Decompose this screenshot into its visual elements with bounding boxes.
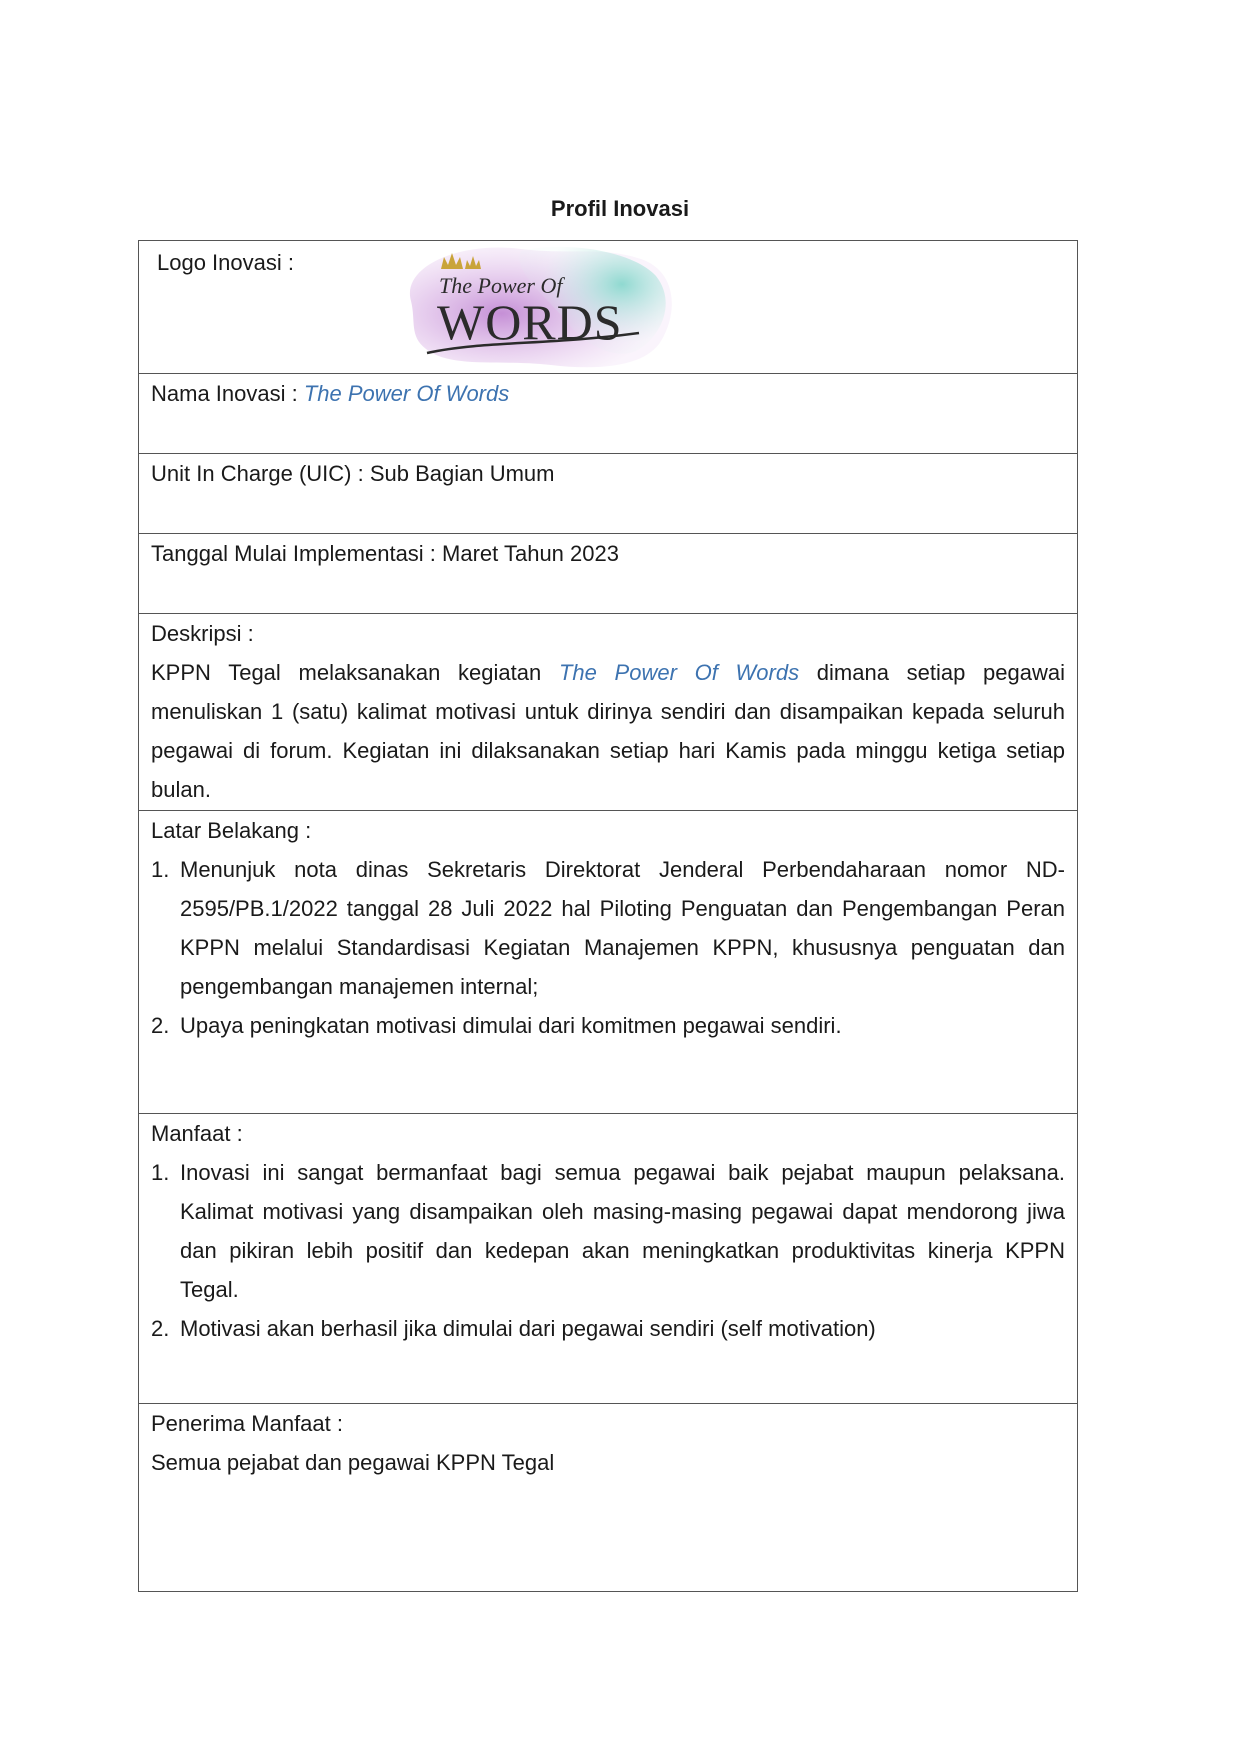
nama-text [151, 374, 1065, 413]
latar-list [151, 850, 1065, 1045]
manfaat-item-text: Motivasi akan berhasil jika dimulai dari pegawai sendiri (self motivation) [180, 1316, 876, 1341]
list-item: 1. Inovasi ini sangat bermanfaat bagi semua pegawai baik pejabat maupun pelaksana. Kalimat motivasi yang disampaikan oleh masing-masing pegawai dapat mendorong jiwa dan pikiran lebih positif dan kedepan akan meningkatkan produktivitas kinerja KPPN Tegal. [151, 1160, 1065, 1302]
penerima-text: Semua pejabat dan pegawai KPPN Tegal [151, 1450, 555, 1475]
logo-text-line1: The Power Of [439, 273, 563, 298]
manfaat-item-text: Inovasi ini sangat bermanfaat bagi semua pegawai baik pejabat maupun pelaksana. Kalimat motivasi yang disampaikan oleh masing-masing pegawai dapat mendorong jiwa dan pikiran lebih positif dan kedepan akan meningkatkan produktivitas kinerja KPPN Tegal. [180, 1160, 1065, 1302]
tanggal-row [139, 534, 1077, 614]
latar-label: Latar Belakang : [151, 818, 312, 843]
uic-text: Unit In Charge (UIC) : Sub Bagian Umum [151, 461, 555, 486]
tanggal-text: Tanggal Mulai Implementasi : Maret Tahun 2023 [151, 541, 619, 566]
deskripsi-label: Deskripsi : [151, 621, 254, 646]
list-item: 2. Upaya peningkatan motivasi dimulai dari komitmen pegawai sendiri. [151, 1013, 842, 1038]
penerima-row [139, 1404, 1077, 1591]
manfaat-row [139, 1114, 1077, 1404]
innovation-logo [401, 241, 681, 371]
latar-row [139, 811, 1077, 1114]
uic-row [139, 454, 1077, 534]
logo-label: Logo Inovasi : [157, 250, 294, 275]
list-item: 1. Menunjuk nota dinas Sekretaris Direktorat Jenderal Perbendaharaan nomor ND-2595/PB.1/2022 tanggal 28 Juli 2022 hal Piloting Penguatan dan Pengembangan Peran KPPN melalui Standardisasi Kegiatan Manajemen KPPN, khususnya penguatan dan pengembangan manajemen internal; [151, 857, 1065, 999]
deskripsi-pre: KPPN Tegal melaksanakan kegiatan [151, 660, 559, 685]
logo-text-line2: WORDS [437, 294, 623, 350]
manfaat-list [151, 1153, 1065, 1348]
deskripsi-text [151, 653, 1065, 809]
penerima-label: Penerima Manfaat : [151, 1411, 343, 1436]
logo-row [139, 241, 1077, 374]
list-item: 2. Motivasi akan berhasil jika dimulai dari pegawai sendiri (self motivation) [151, 1316, 876, 1341]
manfaat-label: Manfaat : [151, 1121, 243, 1146]
profile-table [138, 240, 1078, 1592]
nama-value: The Power Of Words [303, 381, 510, 406]
deskripsi-row [139, 614, 1077, 811]
deskripsi-post: dimana setiap pegawai menuliskan 1 (satu) kalimat motivasi untuk dirinya sendiri dan disampaikan kepada seluruh pegawai di forum. Kegiatan ini dilaksanakan setiap hari Kamis pada minggu ketiga setiap bulan. [151, 660, 1066, 802]
page-title: Profil Inovasi [550, 196, 690, 221]
deskripsi-highlight: The Power Of Words [558, 660, 800, 685]
latar-item-text: Upaya peningkatan motivasi dimulai dari komitmen pegawai sendiri. [180, 1013, 842, 1038]
nama-row [139, 374, 1077, 454]
latar-item-text: Menunjuk nota dinas Sekretaris Direktorat Jenderal Perbendaharaan nomor ND-2595/PB.1/2022 tanggal 28 Juli 2022 hal Piloting Penguatan dan Pengembangan Peran KPPN melalui Standardisasi Kegiatan Manajemen KPPN, khususnya penguatan dan pengembangan manajemen internal; [180, 857, 1065, 999]
nama-label: Nama Inovasi : [151, 381, 304, 406]
